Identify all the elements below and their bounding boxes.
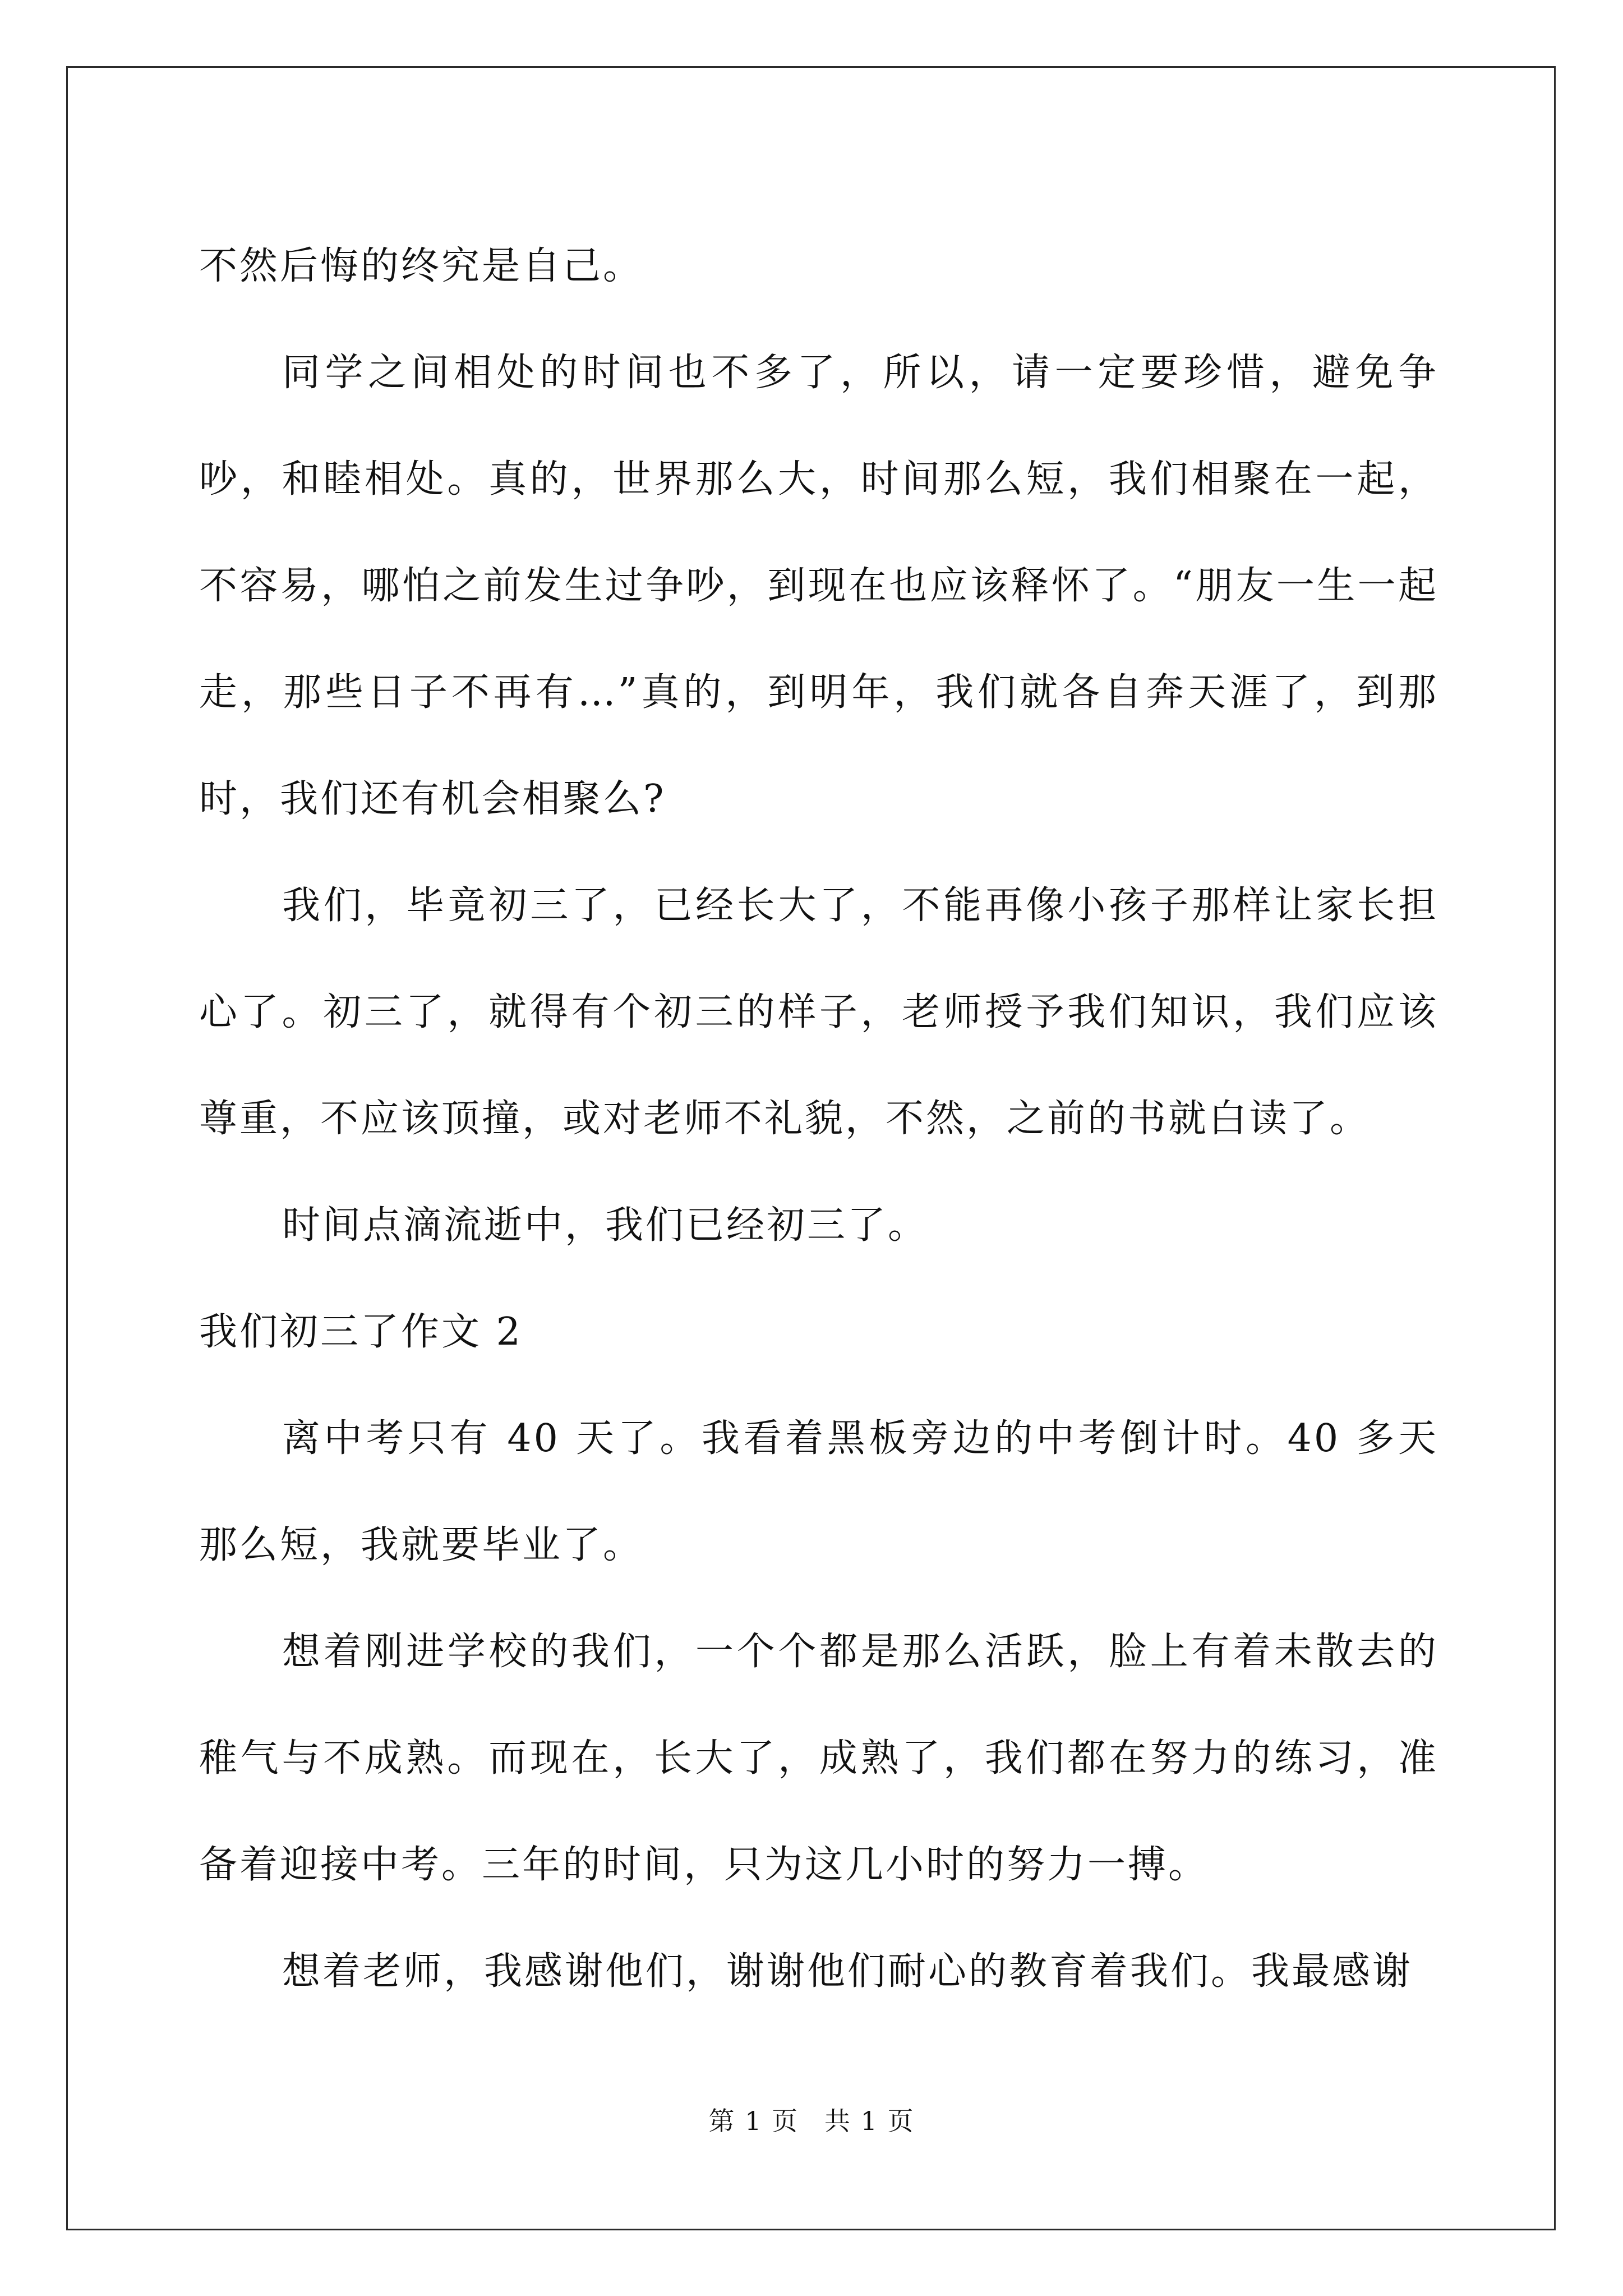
paragraph-7: 想着老师，我感谢他们，谢谢他们耐心的教育着我们。我最感谢 [282, 1949, 1413, 1994]
document-body [199, 213, 1438, 2025]
paragraph-5: 离中考只有 40 天了。我看着黑板旁边的中考倒计时。40 多天那么短，我就要毕业了。 [199, 1416, 1438, 1567]
paragraph-6: 想着刚进学校的我们，一个个都是那么活跃，脸上有着未散去的稚气与不成熟。而现在，长大了，成熟了，我们都在努力的练习，准备着迎接中考。三年的时间，只为这几小时的努力一搏。 [199, 1630, 1438, 1887]
paragraph-4: 时间点滴流逝中，我们已经初三了。 [282, 1203, 929, 1248]
page-number: 第 1 页 [708, 2106, 799, 2136]
paragraph-2: 同学之间相处的时间也不多了，所以，请一定要珍惜，避免争吵，和睦相处。真的，世界那么大，时间那么短，我们相聚在一起，不容易，哪怕之前发生过争吵，到现在也应该释怀了。“朋友一生一起走，那些日子不再有…”真的，到明年，我们就各自奔天涯了，到那时，我们还有机会相聚么? [199, 351, 1438, 821]
essay-heading: 我们初三了作文 2 [199, 1310, 523, 1354]
page-total: 共 1 页 [824, 2106, 915, 2136]
paragraph-3: 我们，毕竟初三了，已经长大了，不能再像小孩子那样让家长担心了。初三了，就得有个初三的样子，老师授予我们知识，我们应该尊重，不应该顶撞，或对老师不礼貌，不然，之前的书就白读了。 [199, 884, 1438, 1141]
page-footer [0, 2101, 1623, 2138]
paragraph-1: 不然后悔的终究是自己。 [199, 244, 644, 288]
